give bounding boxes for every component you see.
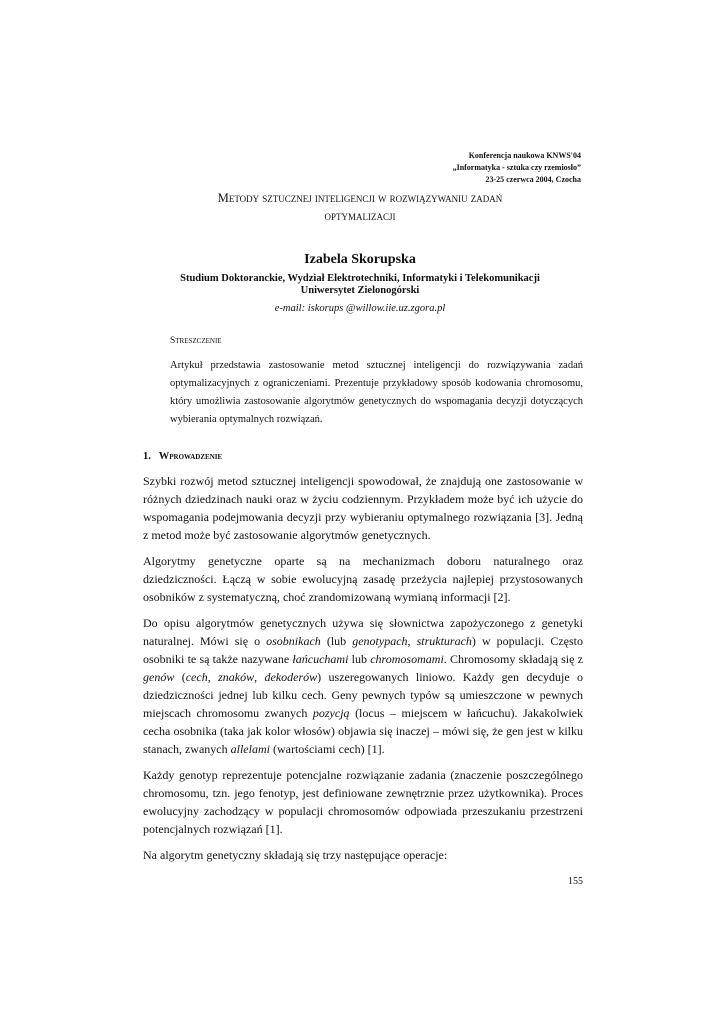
text-run: ( <box>174 670 186 684</box>
text-run: ) uszeregowanych liniowo. Każdy gen decyduje o dziedziczności jednej lub kilku cech. Geny pewnych typów są umieszczone w pewnych miejscach chromosomu zwanych <box>143 670 584 720</box>
paper-title-line-2: optymalizacji <box>324 209 396 223</box>
text-run: (lub <box>320 634 353 648</box>
author-email: e-mail: iskorups @willow.iie.uz.zgora.pl <box>274 303 446 314</box>
text-run: (locus – miejscem w łańcuchu). Jakakolwiek cecha osobnika (taka jak kolor włosów) objawia się inaczej – mówi się, że gen jest w kilku stanach, zwanych <box>143 706 583 756</box>
page-number: 155 <box>568 876 583 887</box>
italic-term: allelami <box>230 742 270 756</box>
section-body <box>143 472 583 872</box>
text-run: (wartościami cech) [1]. <box>269 742 385 756</box>
author-affiliation <box>130 273 590 297</box>
conference-motto: „Informatyka - sztuka czy rzemiosło” <box>452 163 581 172</box>
paragraph-3 <box>143 614 583 758</box>
italic-term: pozycją <box>312 706 350 720</box>
italic-term: osobnikach <box>266 634 321 648</box>
italic-term: dekoderów <box>264 670 318 684</box>
text-run: , <box>207 670 219 684</box>
affiliation-line-1: Studium Doktoranckie, Wydział Elektrotechniki, Informatyki i Telekomunikacji <box>180 273 540 284</box>
italic-term: łańcuchami <box>292 652 349 666</box>
section-number: 1. <box>143 451 151 462</box>
conference-name: Konferencja naukowa KNWS'04 <box>468 151 581 160</box>
italic-term: chromosomami <box>370 652 444 666</box>
paragraph-5: Na algorytm genetyczny składają się trzy następujące operacje: <box>143 848 448 862</box>
italic-term: znaków <box>218 670 255 684</box>
italic-term: genotypach <box>352 634 408 648</box>
paragraph-1: Szybki rozwój metod sztucznej inteligencji spowodował, że znajdują one zastosowanie w różnych dziedzinach nauki oraz w życiu codziennym. Przykładem może być ich użycie do wspomagania podejmowania decyzji przy wybieraniu optymalnego rozwiązania [3]. Jedną z metod może być zastosowanie algorytmów genetycznych. <box>143 474 583 542</box>
italic-term: genów <box>143 670 175 684</box>
abstract-text: Artykuł przedstawia zastosowanie metod sztucznej inteligencji do rozwiązywania zadań optymalizacyjnych z ograniczeniami. Prezentuje przykładowy sposób kodowania chromosomu, który umożliwia zastosowanie algorytmów genetycznych do wspomagania decyzji dotyczących wybierania optymalnych rozwiązań. <box>170 360 583 425</box>
affiliation-line-2: Uniwersytet Zielonogórski <box>300 285 420 296</box>
text-run: ) w populacji. Często osobniki te są także nazywane <box>143 634 583 666</box>
paragraph-4: Każdy genotyp reprezentuje potencjalne rozwiązanie zadania (znaczenie poszczególnego chromosomu, tzn. jego fenotyp, jest definiowane zewnętrznie przez użytkownika). Proces ewolucyjny zachodzący w populacji chromosomów odpowiada przeszukaniu przestrzeni potencjalnych rozwiązań [1]. <box>143 768 583 836</box>
paragraph-2: Algorytmy genetyczne oparte są na mechanizmach doboru naturalnego oraz dziedziczności. Łączą w sobie ewolucyjną zasadę przeżycia najlepiej przystosowanych osobników z systematyczną, choć zrandomizowaną wymianą informacji [2]. <box>143 554 583 604</box>
text-run: , <box>254 670 265 684</box>
section-title: Wprowadzenie <box>158 451 223 462</box>
italic-term: cech <box>185 670 208 684</box>
italic-term: strukturach <box>416 634 472 648</box>
paper-title-line-1: Metody sztucznej inteligencji w rozwiązywaniu zadań <box>217 191 503 205</box>
text-run: , <box>407 634 417 648</box>
section-heading <box>143 451 222 462</box>
text-run: lub <box>348 652 371 666</box>
paper-title <box>120 189 600 225</box>
text-run: . Chromosomy składają się z <box>443 652 584 666</box>
text-run: Do opisu algorytmów genetycznych używa się słownictwa zapożyczonego z genetyki naturalnej. Mówi się o <box>143 616 583 648</box>
conference-header <box>453 150 581 186</box>
conference-date-place: 23-25 czerwca 2004, Czocha <box>485 175 581 184</box>
abstract-heading: Streszczenie <box>170 336 222 346</box>
author-name: Izabela Skorupska <box>304 252 416 267</box>
